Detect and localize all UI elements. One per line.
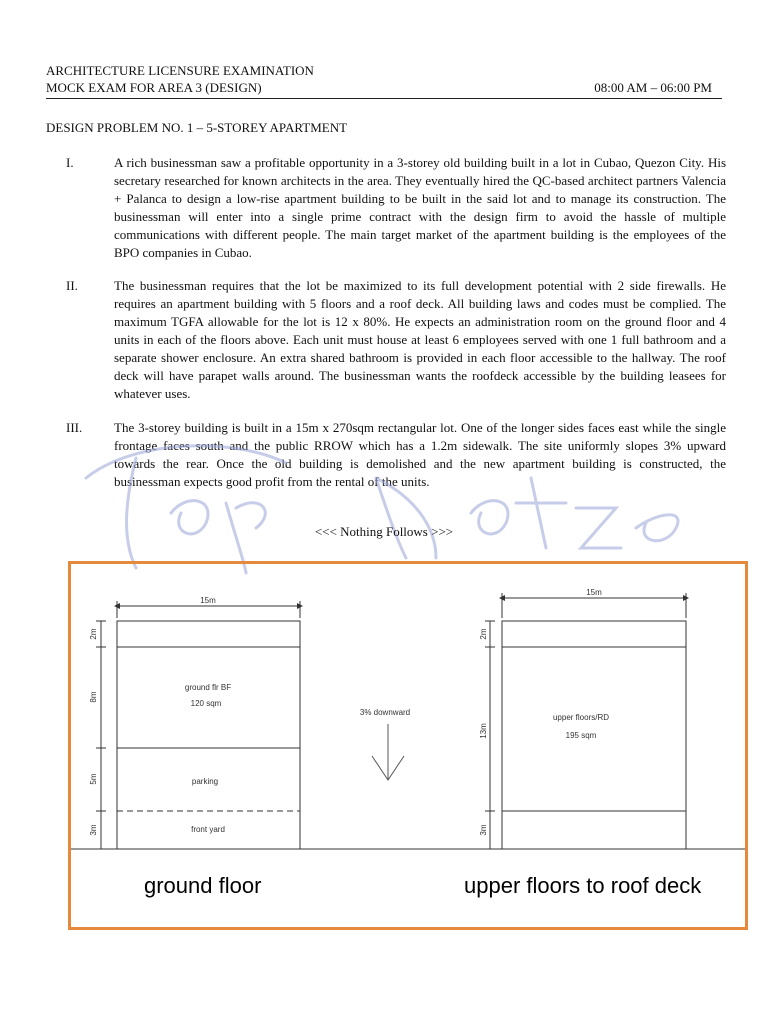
upper-dim-3m: 3m: [479, 824, 488, 836]
section-number: I.: [66, 155, 74, 170]
ground-zone-title: ground flr BF: [184, 683, 232, 692]
ground-zone-area: 120 sqm: [190, 699, 222, 708]
section-number: III.: [66, 420, 83, 435]
ground-dim-3m: 3m: [89, 824, 98, 836]
ground-dim-8m: 8m: [89, 691, 98, 703]
exam-subtitle: MOCK EXAM FOR AREA 3 (DESIGN): [46, 80, 262, 95]
section-1: [46, 154, 726, 262]
section-text: A rich businessman saw a profitable opportunity in a 3-storey old building built in a lot in Cubao, Quezon City. His secretary researched for known architects in the area. They eventually hired the QC-based architect partners Valencia + Palanca to design a low-rise apartment building to be built in the said lot and to manage its construction. The businessman will enter into a single prime contract with the design firm to avoid the hassle of multiple communications with different people. The main target market of the apartment building is the employees of the BPO companies in Cubao.: [114, 155, 726, 260]
exam-header: [46, 62, 712, 96]
section-text: The 3-storey building is built in a 15m x 270sqm rectangular lot. One of the longer sides faces east while the single frontage faces south and the public RROW which has a 1.2m sidewalk. The site uniformly slopes 3% upward towards the rear. Once the old building is demolished and the new apartment building is constructed, the businessman expects good profit from the rental of the units.: [114, 420, 726, 489]
upper-dim-13m: 13m: [479, 723, 488, 739]
nothing-follows: <<< Nothing Follows >>>: [314, 524, 454, 539]
upper-dim-2m: 2m: [479, 628, 488, 640]
exam-time: 08:00 AM – 06:00 PM: [594, 80, 712, 95]
header-divider: [46, 98, 722, 99]
section-number: II.: [66, 278, 78, 293]
ground-dim-5m: 5m: [89, 773, 98, 785]
section-text: The businessman requires that the lot be maximized to its full development potential with 2 side firewalls. He requires an apartment building with 5 floors and a roof deck. All building laws and codes must be complied. The maximum TGFA allowable for the lot is 12 x 80%. He expects an administration room on the ground floor and 4 units in each of the floors above. Each unit must house at least 6 employees served with one 1 full bathroom and a separate shower enclosure. An extra shared bathroom is provided in each floor accessible to the hallway. The roof deck will have parapet walls around. The businessman wants the roofdeck accessible by the building leasees for whatever uses.: [114, 278, 726, 401]
front-yard-label: front yard: [191, 825, 225, 834]
upper-floors-caption: upper floors to roof deck: [464, 873, 702, 898]
exam-title: ARCHITECTURE LICENSURE EXAMINATION: [46, 63, 314, 78]
section-3: [46, 419, 726, 491]
upper-width-label: 15m: [586, 588, 602, 597]
ground-dim-2m: 2m: [89, 628, 98, 640]
ground-width-label: 15m: [200, 596, 216, 605]
upper-zone-area: 195 sqm: [565, 731, 597, 740]
section-2: [46, 277, 726, 403]
upper-zone-title: upper floors/RD: [552, 713, 610, 722]
parking-label: parking: [191, 777, 219, 786]
slope-label: 3% downward: [359, 708, 411, 717]
problem-title: DESIGN PROBLEM NO. 1 – 5-STOREY APARTMENT: [46, 120, 348, 135]
ground-floor-caption: ground floor: [144, 873, 262, 898]
